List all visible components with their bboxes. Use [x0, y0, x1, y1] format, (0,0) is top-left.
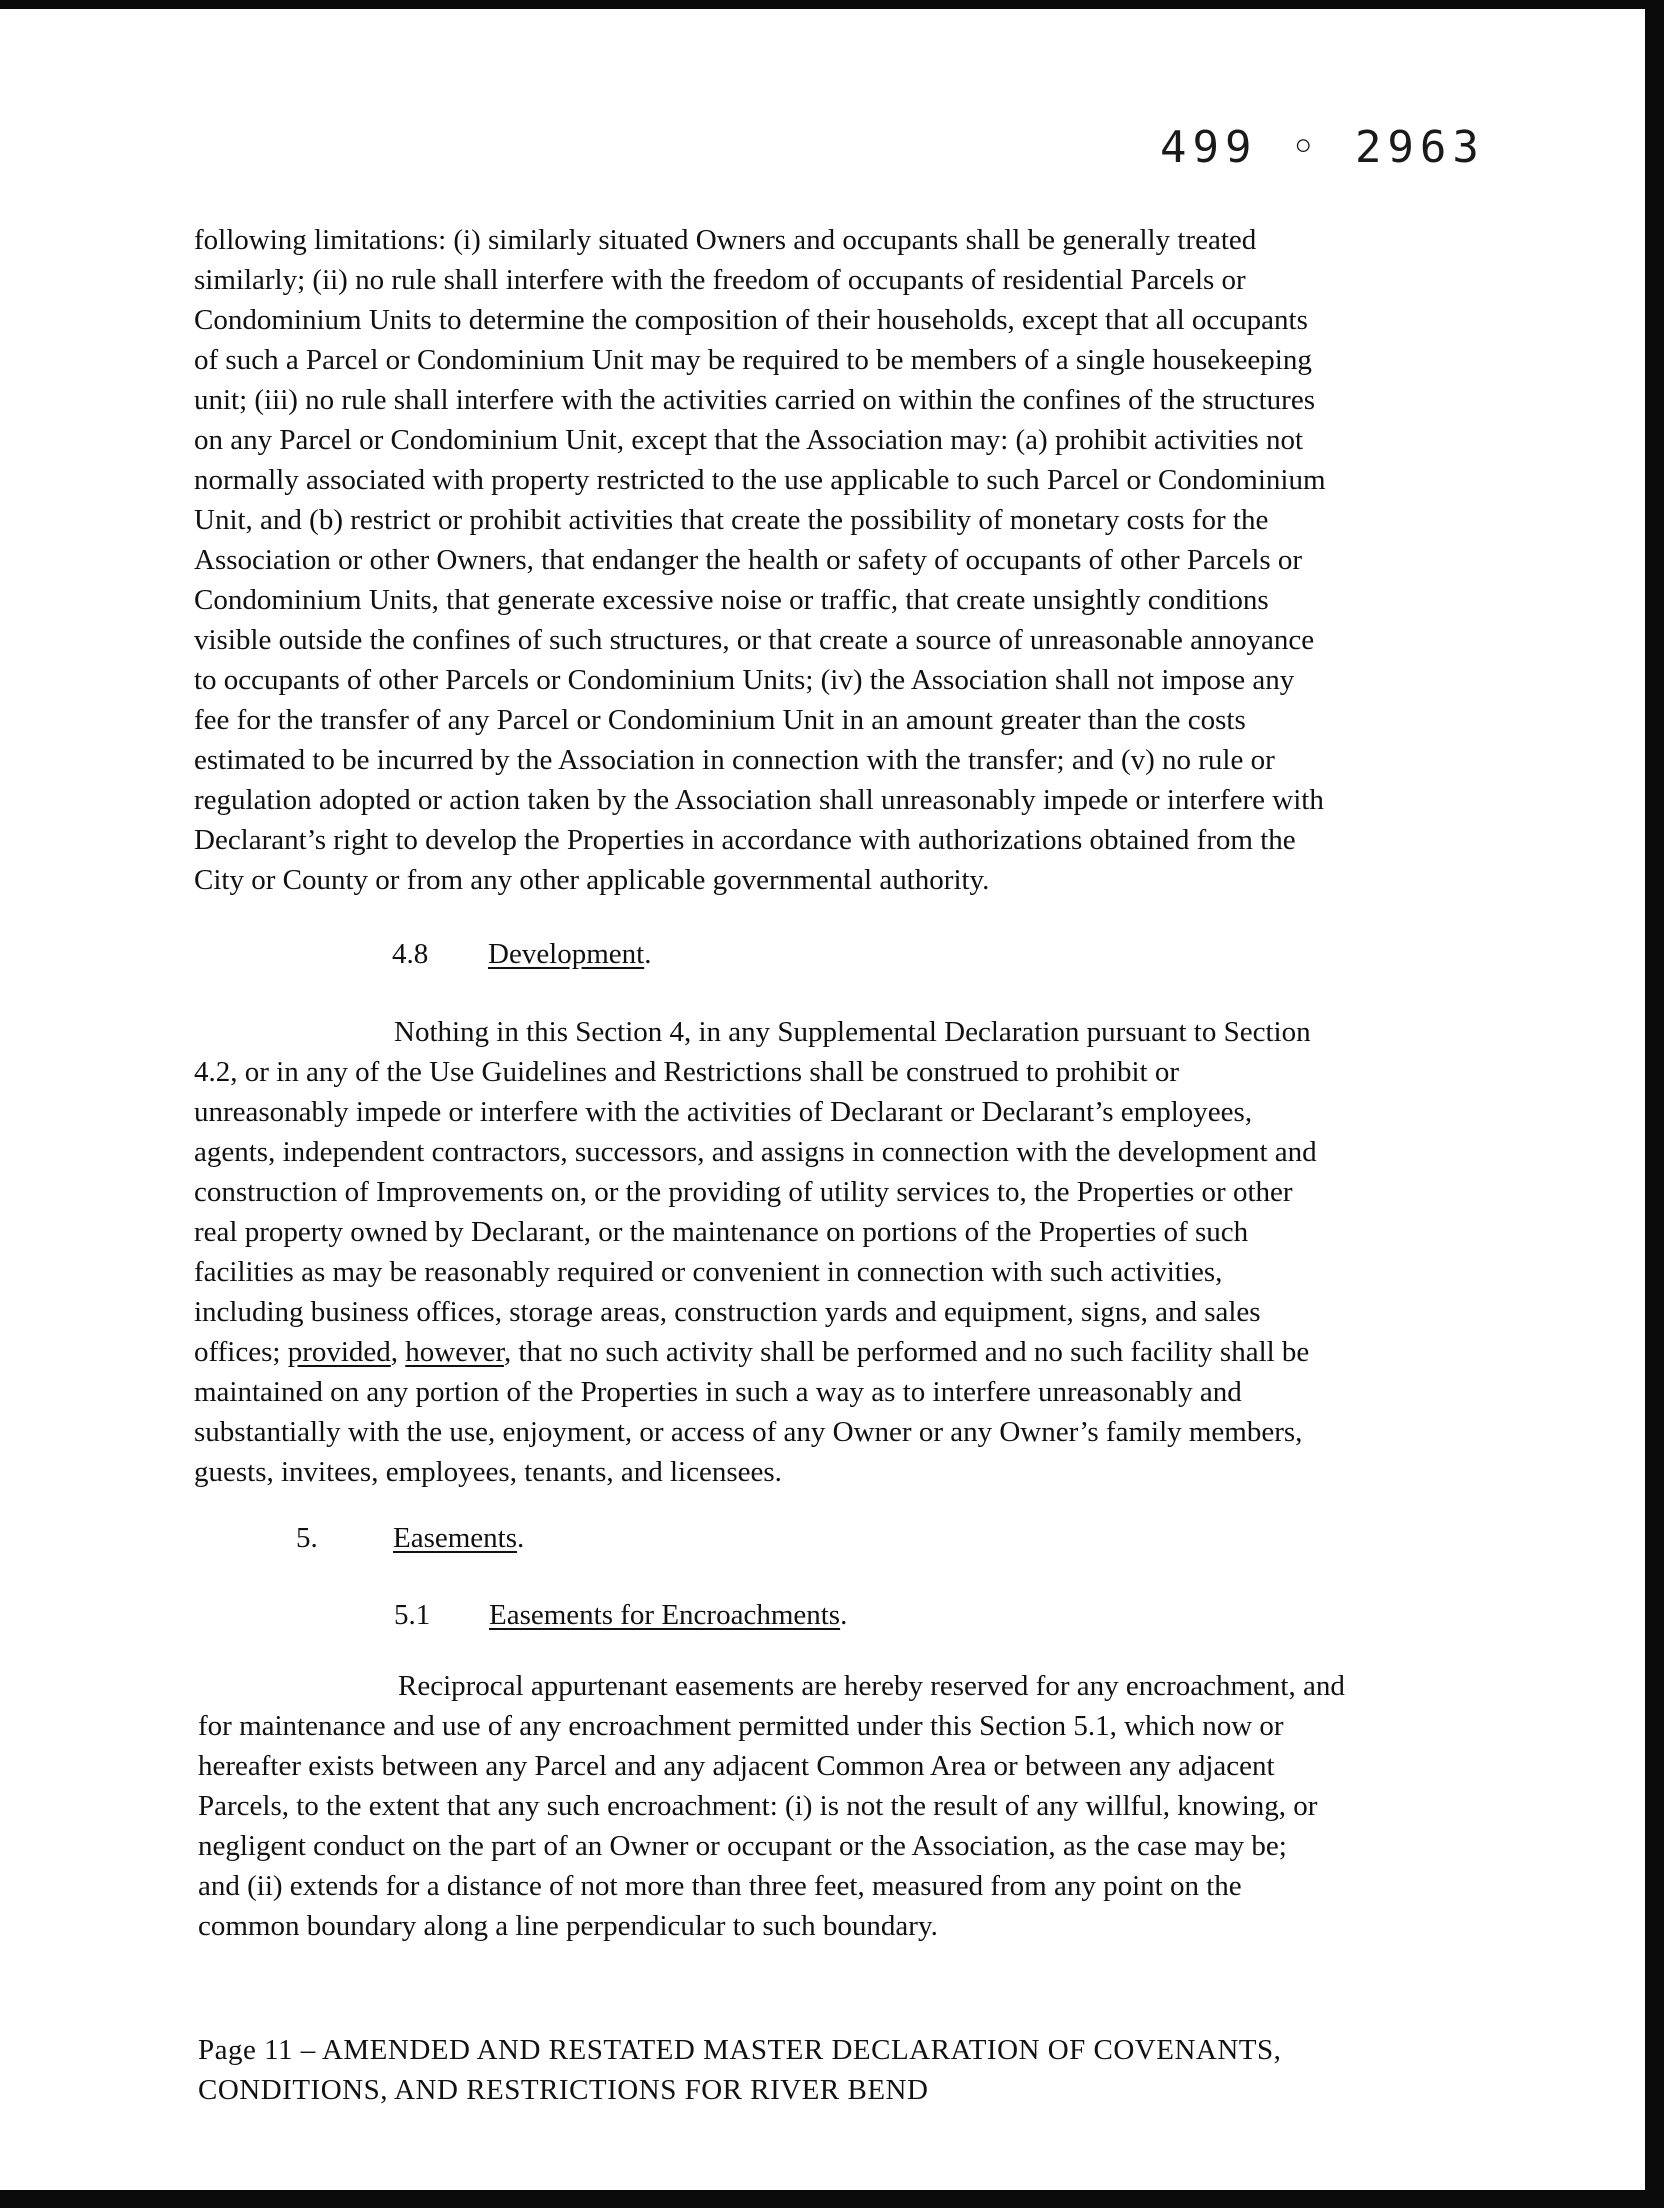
recording-stamp: 499 ◦ 2963: [1160, 122, 1485, 173]
text-line: guests, invitees, employees, tenants, and licensees.: [194, 1456, 782, 1488]
text-line: facilities as may be reasonably required or convenient in connection with such activities,: [194, 1256, 1223, 1288]
text-line: Declarant’s right to develop the Properties in accordance with authorizations obtained from the: [194, 824, 1296, 856]
section-number: 5.: [296, 1522, 318, 1554]
text-line: Unit, and (b) restrict or prohibit activities that create the possibility of monetary costs for the: [194, 504, 1269, 536]
text-line: to occupants of other Parcels or Condominium Units; (iv) the Association shall not impose any: [194, 664, 1295, 696]
footer-line: CONDITIONS, AND RESTRICTIONS FOR RIVER BEND: [198, 2074, 929, 2106]
provided-underlined: provided: [287, 1336, 391, 1368]
text-line: common boundary along a line perpendicular to such boundary.: [198, 1910, 938, 1942]
text-line: maintained on any portion of the Properties in such a way as to interfere unreasonably and: [194, 1376, 1242, 1408]
page-footer: [198, 2030, 1281, 2110]
text-line: following limitations: (i) similarly situated Owners and occupants shall be generally treated: [194, 224, 1257, 256]
section-heading-4-8: [392, 934, 652, 974]
text-line: Reciprocal appurtenant easements are hereby reserved for any encroachment, and: [398, 1670, 1345, 1702]
paragraph-development: [194, 1012, 1494, 1492]
text-line: 4.2, or in any of the Use Guidelines and Restrictions shall be construed to prohibit or: [194, 1056, 1180, 1088]
text-line: estimated to be incurred by the Association in connection with the transfer; and (v) no rule or: [194, 744, 1275, 776]
text-line: similarly; (ii) no rule shall interfere with the freedom of occupants of residential Parcels or: [194, 264, 1246, 296]
text-line: Parcels, to the extent that any such encroachment: (i) is not the result of any willful, knowing, or: [198, 1790, 1318, 1822]
footer-line: Page 11 – AMENDED AND RESTATED MASTER DECLARATION OF COVENANTS,: [198, 2034, 1282, 2066]
text-line: Condominium Units, that generate excessive noise or traffic, that create unsightly conditions: [194, 584, 1269, 616]
text-line: normally associated with property restricted to the use applicable to such Parcel or Condominium: [194, 464, 1326, 496]
text-line: Nothing in this Section 4, in any Supplemental Declaration pursuant to Section: [394, 1016, 1311, 1048]
text-line: real property owned by Declarant, or the maintenance on portions of the Properties of such: [194, 1216, 1249, 1248]
text-line: fee for the transfer of any Parcel or Condominium Unit in an amount greater than the costs: [194, 704, 1246, 736]
paragraph-encroachments: [198, 1666, 1498, 1946]
section-title: Development.: [488, 938, 652, 970]
text-line: for maintenance and use of any encroachment permitted under this Section 5.1, which now or: [198, 1710, 1284, 1742]
section-number: 5.1: [394, 1599, 431, 1631]
text-line: including business offices, storage areas, construction yards and equipment, signs, and sales: [194, 1296, 1261, 1328]
text-line: construction of Improvements on, or the providing of utility services to, the Properties or other: [194, 1176, 1293, 1208]
text-line: unreasonably impede or interfere with the activities of Declarant or Declarant’s employees,: [194, 1096, 1253, 1128]
text-line: substantially with the use, enjoyment, or access of any Owner or any Owner’s family members,: [194, 1416, 1303, 1448]
text-line: City or County or from any other applicable governmental authority.: [194, 864, 990, 896]
section-title: Easements for Encroachments.: [489, 1599, 848, 1631]
text-line: and (ii) extends for a distance of not more than three feet, measured from any point on the: [198, 1870, 1242, 1902]
text-line: unit; (iii) no rule shall interfere with the activities carried on within the confines of the structures: [194, 384, 1315, 416]
scan-edge-bottom: [0, 2190, 1664, 2208]
text-line: regulation adopted or action taken by the Association shall unreasonably impede or interfere with: [194, 784, 1324, 816]
however-underlined: however: [405, 1336, 504, 1368]
section-heading-5: [296, 1518, 525, 1558]
text-line: agents, independent contractors, successors, and assigns in connection with the development and: [194, 1136, 1317, 1168]
scan-edge-top: [0, 0, 1664, 9]
text-line-provided-however: offices; provided, however, that no such activity shall be performed and no such facility shall be: [194, 1336, 1310, 1368]
text-line: visible outside the confines of such structures, or that create a source of unreasonable annoyance: [194, 624, 1315, 656]
section-heading-5-1: [394, 1595, 848, 1635]
text-line: negligent conduct on the part of an Owner or occupant or the Association, as the case may be;: [198, 1830, 1287, 1862]
text-line: of such a Parcel or Condominium Unit may be required to be members of a single housekeeping: [194, 344, 1312, 376]
text-line: Condominium Units to determine the composition of their households, except that all occupants: [194, 304, 1308, 336]
scan-edge-right: [1645, 0, 1664, 2208]
section-title: Easements.: [393, 1522, 525, 1554]
text-line: hereafter exists between any Parcel and any adjacent Common Area or between any adjacent: [198, 1750, 1275, 1782]
text-line: on any Parcel or Condominium Unit, except that the Association may: (a) prohibit activities not: [194, 424, 1304, 456]
section-number: 4.8: [392, 938, 429, 970]
text-line: Association or other Owners, that endanger the health or safety of occupants of other Parcels or: [194, 544, 1303, 576]
paragraph-limitations: [194, 220, 1494, 900]
